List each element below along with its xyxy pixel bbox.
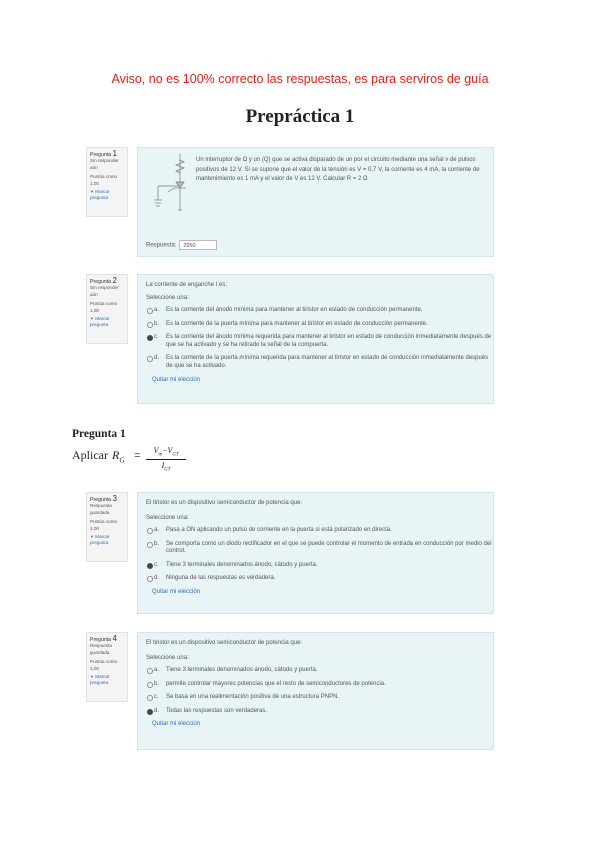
page-title: Prepráctica 1: [245, 106, 355, 127]
answer-option-3[interactable]: [138, 334, 493, 349]
option-letter: a.: [154, 527, 160, 533]
answer-row: [146, 240, 217, 250]
flag-icon: ▼: [90, 189, 94, 195]
radio-button[interactable]: [147, 542, 153, 548]
select-label: Seleccione una:: [146, 515, 189, 521]
formula-fraction: $V_{in}-V_{GT}$ $I_{GT}$: [146, 446, 186, 472]
select-label: Seleccione una:: [146, 295, 189, 301]
question-2: [86, 274, 494, 404]
radio-button[interactable]: [147, 563, 153, 569]
radio-button[interactable]: [147, 668, 153, 674]
radio-button[interactable]: [147, 308, 153, 314]
question-4-content: [137, 632, 494, 750]
question-prompt: El tiristor es un dispositivo semiconductor de potencia que:: [146, 640, 303, 646]
option-letter: b.: [154, 540, 160, 547]
solution-heading: Pregunta 1: [72, 428, 126, 440]
question-prompt: La corriente de enganche I es:: [146, 282, 228, 288]
option-text: Es la corriente del ánodo mínima requerida para mantener al tiristor en estado de conducción inmediatamente después de que se ha activado y se ha retirado la señal de la compuerta.: [166, 334, 492, 348]
clear-choice-link[interactable]: Quitar mi elección: [152, 588, 201, 595]
option-text: Todas las respuestas son verdaderas.: [166, 707, 268, 714]
option-text: Tiene 3 terminales denominados ánodo, cátodo y puerta.: [166, 561, 318, 568]
question-1-content: [137, 147, 494, 257]
question-score: Puntúa como 1,00: [90, 659, 118, 671]
answer-option-4[interactable]: [138, 355, 493, 370]
option-letter: d.: [154, 707, 160, 714]
question-3-content: [137, 492, 494, 614]
formula-equals: =: [134, 448, 141, 462]
formula-r-sub: G: [119, 456, 125, 465]
flag-question-link[interactable]: ▼ Marcar pregunta: [90, 189, 110, 201]
flag-icon: ▼: [90, 674, 94, 680]
flag-question-link[interactable]: ▼ Marcar pregunta: [90, 534, 110, 546]
question-label: Pregunta: [90, 279, 112, 285]
clear-choice-link[interactable]: Quitar mi elección: [152, 376, 201, 383]
question-label: Pregunta: [90, 497, 112, 503]
question-status: Sin responder aún: [90, 158, 119, 170]
question-3: [86, 492, 494, 614]
answer-option-2[interactable]: [138, 321, 493, 329]
option-letter: d.: [154, 575, 160, 582]
option-text: Ninguna de las respuestas es verdadera.: [166, 575, 276, 582]
answer-option-1[interactable]: [138, 527, 493, 535]
option-letter: c.: [154, 694, 159, 701]
option-text: Es la corriente de la puerta mínima requerida para mantener al tiristor en estado de conducción inmediatamente después de que se ha activado.: [166, 355, 489, 369]
clear-choice-link[interactable]: Quitar mi elección: [152, 721, 201, 728]
radio-button[interactable]: [147, 322, 153, 328]
option-text: Pasa a ON aplicando un pulso de corriente en la puerta si está polarizado en directa.: [166, 527, 392, 533]
option-text: Se basa en una realimentación positiva de una estructura PNPN.: [166, 694, 340, 701]
option-letter: b.: [154, 680, 160, 687]
answer-option-2[interactable]: [138, 681, 493, 689]
radio-button[interactable]: [147, 335, 153, 341]
question-label: Pregunta: [90, 152, 112, 158]
answer-input[interactable]: 2950: [179, 240, 217, 250]
question-score: Puntúa como 1,00: [90, 519, 118, 531]
question-1-text: Un interruptor de Ω y un (Q) que se activa disparado de un por el circuito mediante una señal v de pulsos positivos de 12 V. Si se supone que el valor de la tensión es V = 0,7 V, la corriente es 4 mA, la corriente de mantenimiento es 1 mA y el valor de V es 12 V. Calcular R = 2 Ω: [196, 157, 480, 182]
flag-question-link[interactable]: ▼ Marcar pregunta: [90, 674, 110, 686]
question-4: [86, 632, 494, 750]
radio-button[interactable]: [147, 709, 153, 715]
radio-button[interactable]: [147, 528, 153, 534]
option-letter: a.: [154, 307, 160, 313]
question-status: Respuesta guardada: [90, 643, 112, 655]
question-status: Respuesta guardada: [90, 503, 112, 515]
question-1-info: [86, 147, 128, 217]
question-1: [86, 147, 494, 257]
question-number: 2: [112, 276, 117, 285]
question-status: Sin responder aún: [90, 285, 119, 297]
flag-icon: ▼: [90, 316, 94, 322]
apply-text: Aplicar: [72, 448, 108, 462]
option-letter: d.: [154, 355, 160, 362]
question-2-info: [86, 274, 128, 344]
question-prompt: El tiristor es un dispositivo semiconductor de potencia que:: [146, 500, 303, 506]
question-score: Puntúa como 1,00: [90, 174, 118, 186]
answer-option-1[interactable]: [138, 667, 493, 675]
answer-option-3[interactable]: [138, 562, 493, 570]
option-letter: c.: [154, 334, 159, 341]
question-number: 1: [112, 149, 117, 158]
flag-question-link[interactable]: ▼ Marcar pregunta: [90, 316, 110, 328]
radio-button[interactable]: [147, 695, 153, 701]
option-text: Es la corriente de la puerta mínima para mantener al tiristor en estado de conducción permanente.: [166, 320, 428, 327]
answer-option-2[interactable]: [138, 541, 493, 556]
radio-button[interactable]: [147, 356, 153, 362]
question-4-info: [86, 632, 128, 702]
question-2-content: [137, 274, 494, 404]
answer-option-3[interactable]: [138, 694, 493, 702]
question-3-info: [86, 492, 128, 562]
option-letter: a.: [154, 667, 160, 673]
circuit-diagram: [144, 152, 190, 214]
select-label: Seleccione una:: [146, 655, 189, 661]
answer-option-1[interactable]: [138, 307, 493, 315]
radio-button[interactable]: [147, 682, 153, 688]
answer-label: Respuesta:: [146, 242, 177, 249]
option-text: Es la corriente del ánodo mínima para mantener al tiristor en estado de conducción permanente.: [166, 307, 423, 313]
question-number: 3: [112, 494, 117, 503]
option-letter: b.: [154, 320, 160, 327]
solution-formula: [72, 446, 232, 472]
warning-text: Aviso, no es 100% correcto las respuestas, es para serviros de guía: [111, 72, 489, 86]
formula-r: R: [112, 448, 120, 462]
option-text: permite controlar mayores potencias que el resto de semiconductores de potencia.: [166, 680, 386, 687]
answer-option-4[interactable]: [138, 708, 493, 716]
question-score: Puntúa como 1,00: [90, 301, 118, 313]
question-number: 4: [112, 634, 117, 643]
option-text: Tiene 3 terminales denominados ánodo, cátodo y puerta.: [166, 667, 318, 673]
option-text: Se comporta como un diodo rectificador en el que se puede controlar el momento de entrada en conducción por medio del control.: [166, 540, 492, 555]
flag-icon: ▼: [90, 534, 94, 540]
answer-option-4[interactable]: [138, 575, 493, 583]
option-letter: c.: [154, 561, 159, 568]
radio-button[interactable]: [147, 576, 153, 582]
question-label: Pregunta: [90, 637, 112, 643]
